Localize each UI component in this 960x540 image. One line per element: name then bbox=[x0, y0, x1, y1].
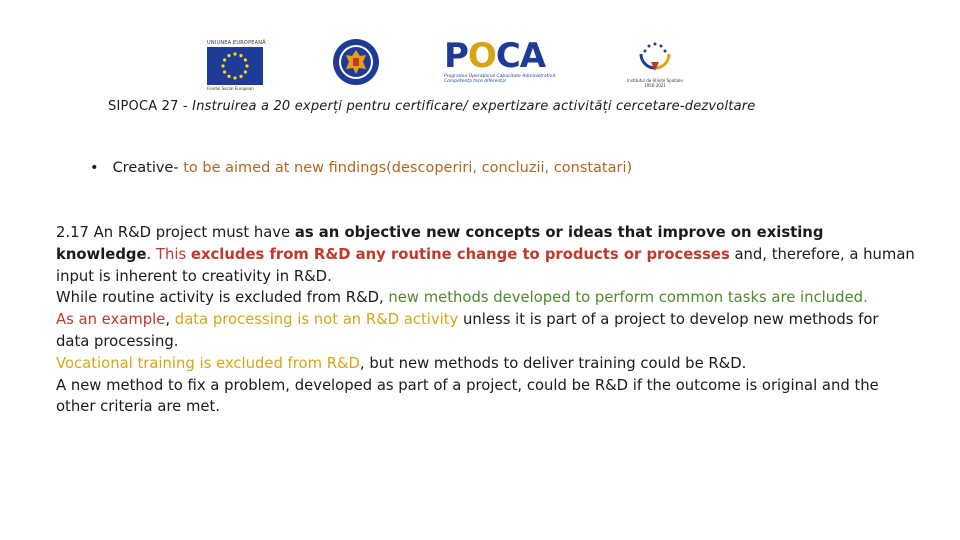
p2-intro: While routine activity is excluded from R&D, bbox=[56, 289, 389, 307]
project-header bbox=[108, 99, 755, 114]
institute-years: 1956-2021 bbox=[644, 83, 666, 88]
p3-example: As an example bbox=[56, 311, 166, 329]
p5-text: A new method to fix a problem, developed as part of a project, could be R&D if the outcome is original and the other criteria are met. bbox=[56, 376, 879, 416]
bullet-creative bbox=[90, 160, 632, 176]
eu-caption-bottom: Fondul Social European bbox=[207, 86, 254, 91]
government-seal-icon bbox=[332, 38, 380, 86]
p1-period: . bbox=[146, 245, 156, 263]
p3-comma: , bbox=[165, 311, 175, 329]
paragraph-example bbox=[56, 309, 916, 353]
poca-subtitle-2: Competența face diferența! bbox=[444, 79, 507, 84]
institute-caption: Institutul de Științe Spațiale bbox=[627, 78, 683, 83]
poca-wordmark: POCA bbox=[444, 36, 546, 76]
p1-objective: as an objective new concepts or ideas that improve on existing knowledge bbox=[56, 224, 824, 263]
p1-intro: 2.17 An R&D project must have bbox=[56, 224, 295, 241]
p3-data-processing: data processing is not an R&D activity bbox=[174, 311, 459, 329]
paragraph-vocational bbox=[56, 353, 916, 375]
eu-flag-icon bbox=[207, 47, 263, 85]
institute-logo bbox=[625, 38, 685, 96]
eu-caption-top: UNIUNEA EUROPEANĂ bbox=[207, 40, 266, 46]
poca-logo bbox=[444, 38, 564, 84]
bullet-lead: Creative- bbox=[112, 160, 184, 176]
eu-logo bbox=[207, 40, 265, 91]
paragraph-new-method bbox=[56, 375, 916, 419]
header-prefix: SIPOCA 27 - bbox=[108, 99, 193, 114]
p3-rest: unless it is part of a project to develop new methods for data processing. bbox=[56, 311, 879, 350]
p4-vocational: Vocational training is excluded from R&D bbox=[56, 354, 360, 372]
p1-exclusion: excludes from R&D any routine change to products or processes bbox=[190, 245, 730, 263]
institute-emblem-icon bbox=[625, 38, 685, 78]
p4-rest: , but new methods to deliver training could be R&D. bbox=[359, 354, 747, 372]
p2-included: new methods developed to perform common tasks are included. bbox=[388, 289, 868, 307]
paragraph-2-17 bbox=[56, 222, 916, 287]
poca-subtitle-1: Programul Operațional Capacitate Administrativă bbox=[444, 74, 556, 79]
header-title: Instruirea a 20 experți pentru certificare/ expertizare activități cercetare-dezvoltare bbox=[192, 99, 756, 114]
p1-rest: and, therefore, a human input is inherent to creativity in R&D. bbox=[56, 245, 915, 285]
p1-this: This bbox=[155, 245, 191, 263]
paragraph-routine bbox=[56, 287, 916, 309]
body-text bbox=[56, 222, 916, 418]
logo-strip bbox=[0, 36, 960, 96]
bullet-definition: to be aimed at new findings(descoperiri, concluzii, constatari) bbox=[183, 160, 633, 176]
bullet-dot: • bbox=[90, 160, 99, 176]
